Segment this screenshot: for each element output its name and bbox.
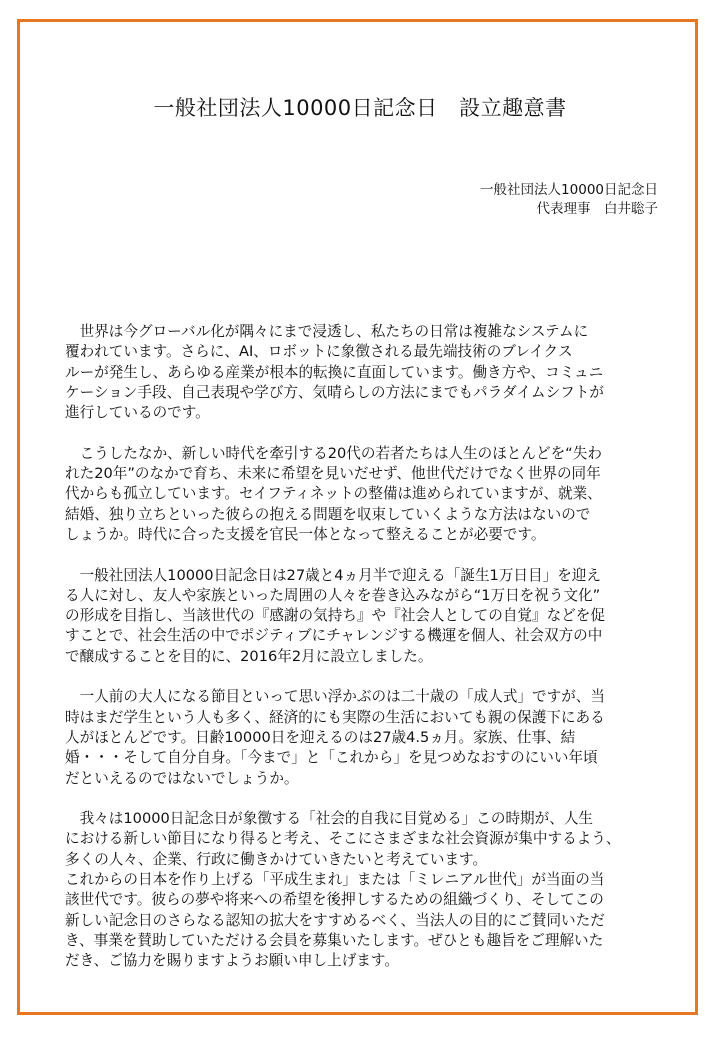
document-title: 一般社団法人10000日記念日 設立趣意書: [153, 96, 567, 120]
author-role-name: 代表理事 白井聡子: [536, 201, 658, 217]
paragraph-line: 一般社団法人10000日記念日は27歳と4ヵ月半で迎える「誕生1万日目」を迎え: [65, 566, 601, 584]
paragraph-line: だといえるのではないでしょうか。: [65, 769, 299, 787]
paragraph-line: 多くの人々、企業、行政に働きかけていきたいと考えています。: [65, 850, 488, 868]
body-paragraph: [65, 809, 669, 971]
body-paragraph: [65, 566, 669, 667]
paragraph-line: 結婚、独り立ちといった彼らの抱える問題を収束していくような方法はないので: [65, 505, 591, 523]
paragraph-line: き、事業を賛助していただける会員を募集いたします。ぜひとも趣旨をご理解いた: [65, 931, 604, 949]
body-paragraph: [65, 687, 669, 788]
paragraph-line: 代からも孤立しています。セイフティネットの整備は進められていますが、就業、: [65, 485, 602, 503]
paragraph-line: 覆われています。さらに、AI、ロボットに象徴される最先端技術のブレイクス: [65, 343, 573, 361]
paragraph-line: 婚・・・そして自分自身。「今まで」と「これから」を見つめなおすのにいい年頃: [65, 749, 598, 767]
author-block: [480, 181, 658, 219]
author-organization: 一般社団法人10000日記念日: [480, 182, 658, 198]
paragraph-line: こうしたなか、新しい時代を牽引する20代の若者たちは人生のほとんどを“失わ: [65, 444, 602, 462]
paragraph-line: 該世代です。彼らの夢や将来への希望を後押しするための組織づくり、そしてこの: [65, 891, 604, 909]
paragraph-line: 時はまだ学生という人も多く、経済的にも実際の生活においても親の保護下にある: [65, 708, 605, 726]
paragraph-line: 一人前の大人になる節目といって思い浮かぶのは二十歳の「成人式」ですが、当: [65, 688, 605, 706]
paragraph-line: これからの日本を作り上げる「平成生まれ」または「ミレニアル世代」が当面の当: [65, 871, 605, 889]
paragraph-line: ケーション手段、自己表現や学び方、気晴らしの方法にまでもパラダイムシフトが: [65, 383, 604, 401]
paragraph-line: における新しい節目になり得ると考え、そこにさまざまな社会資源が集中するよう、: [65, 830, 621, 848]
paragraph-line: 人がほとんどです。日齢10000日を迎えるのは27歳4.5ヵ月。家族、仕事、結: [65, 728, 576, 746]
paragraph-line: 我々は10000日記念日が象徴する「社会的自我に目覚める」この時期が、人生: [65, 810, 594, 828]
body-paragraph: [65, 322, 669, 423]
paragraph-line: 世界は今グローバル化が隅々にまで浸透し、私たちの日常は複雑なシステムに: [65, 323, 589, 340]
paragraph-line: で醸成することを目的に、2016年2月に設立しました。: [65, 647, 433, 665]
paragraph-line: 進行しているのです。: [65, 404, 210, 422]
paragraph-line: る人に対し、友人や家族といった周囲の人々を巻き込みながら“1万日を祝う文化”: [65, 586, 601, 604]
paragraph-line: しょうか。時代に合った支援を官民一体となって整えることが必要です。: [65, 525, 546, 543]
paragraph-line: れた20年”のなかで育ち、未来に希望を見いだせず、他世代だけでなく世界の同年: [65, 465, 601, 483]
paragraph-line: の形成を目指し、当該世代の『感謝の気持ち』や『社会人としての自覚』などを促: [65, 607, 605, 625]
paragraph-line: ルーが発生し、あらゆる産業が根本的転換に直面しています。働き方や、コミュニ: [65, 363, 604, 381]
paragraph-line: 新しい記念日のさらなる認知の拡大をすすめるべく、当法人の目的にご賛同いただ: [65, 911, 605, 929]
paragraph-line: だき、ご協力を賜りますようお願い申し上げます。: [65, 952, 399, 970]
body-paragraph: [65, 444, 669, 545]
paragraph-line: すことで、社会生活の中でポジティブにチャレンジする機運を個人、社会双方の中: [65, 627, 603, 645]
document-body: [65, 322, 669, 972]
